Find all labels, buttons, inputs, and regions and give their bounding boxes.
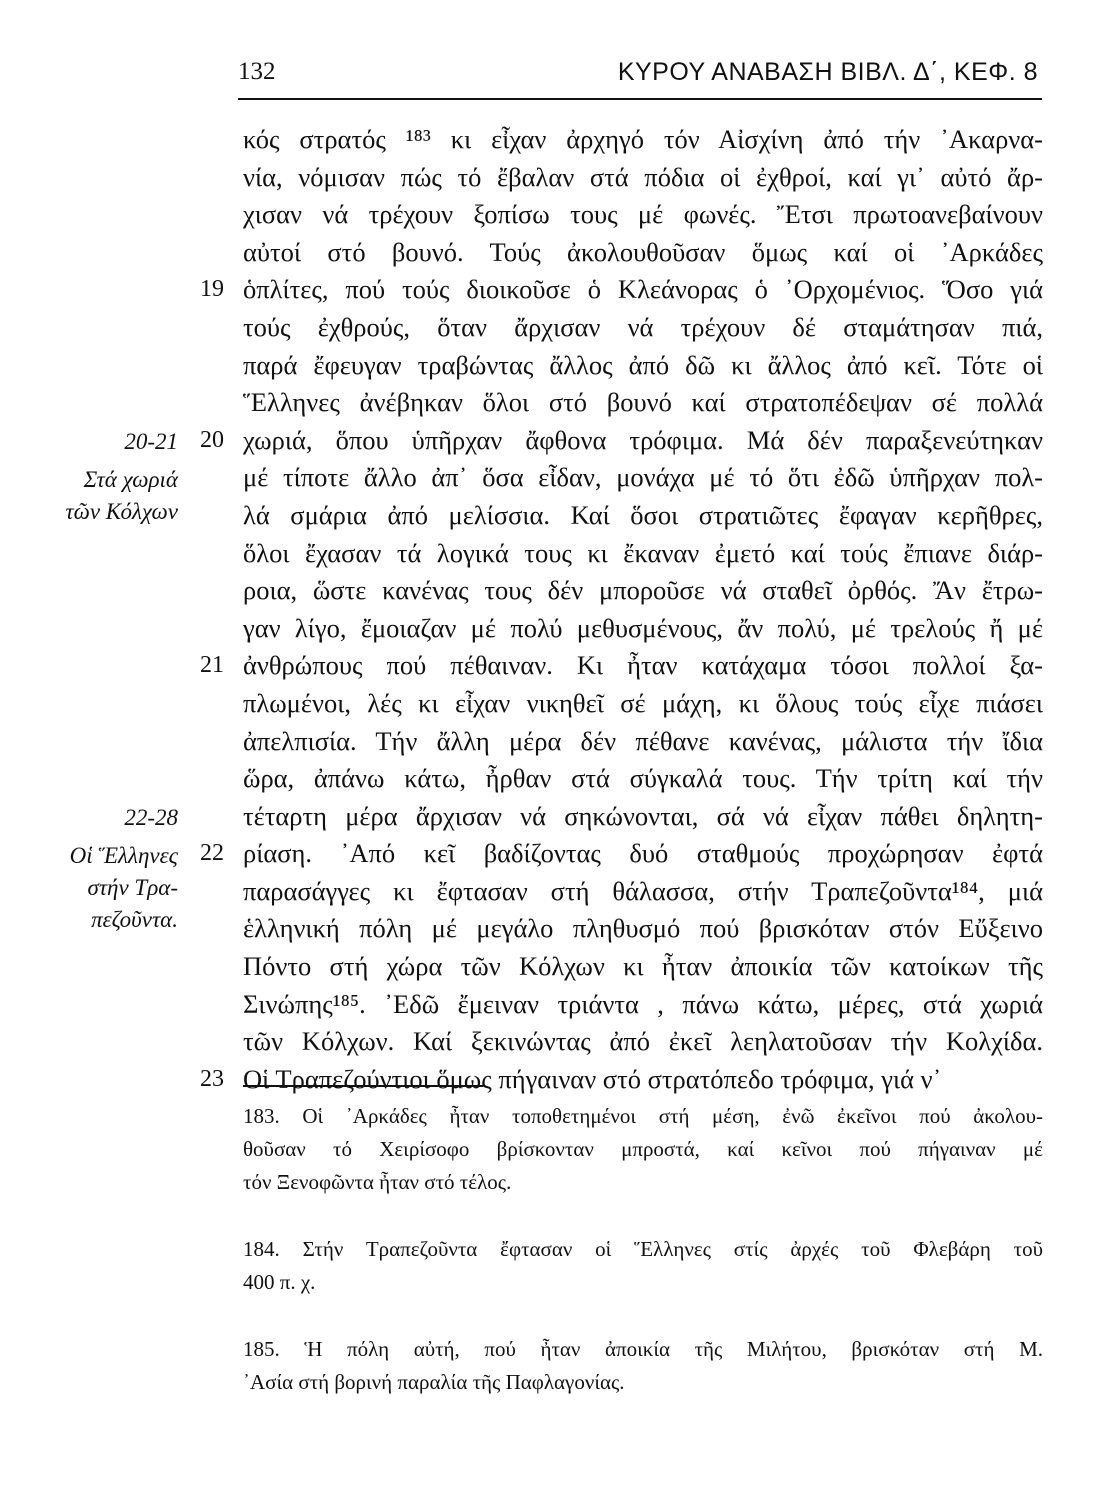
margin-note-title-line: τῶν Κόλχων	[65, 498, 178, 524]
body-line: ἑλληνική πόλη μέ μεγάλο πληθυσμό πού βρισκόταν στόν Εὔξεινο	[243, 913, 1043, 944]
footnote	[243, 1100, 1043, 1199]
body-line: χωριά, ὅπου ὑπῆρχαν ἄφθονα τρόφιμα. Μά δέν παραξενεύτηκαν	[243, 424, 1043, 455]
body-line: νία, νόμισαν πώς τό ἔβαλαν στά πόδια οἱ ἐχθροί, καί γι᾿ αὐτό ἄρ-	[243, 161, 1043, 192]
line-number: 23	[200, 1066, 224, 1092]
running-header-title: ΚΥΡΟΥ ΑΝΑΒΑΣΗ ΒΙΒΛ. Δ΄, ΚΕΦ. 8	[617, 58, 1038, 86]
line-number: 22	[200, 840, 224, 867]
page-number: 132	[238, 58, 276, 85]
body-line: ὥρα, ἀπάνω κάτω, ἦρθαν στά σύγκαλά τους. Τήν τρίτη καί τήν	[243, 763, 1043, 794]
body-line: Ἕλληνες ἀνέβηκαν ὅλοι στό βουνό καί στρατοπέδεψαν σέ πολλά	[243, 387, 1043, 418]
margin-note-range: 20-21	[124, 428, 178, 454]
footnote-line: 400 π. χ.	[243, 1270, 316, 1294]
body-line: ροια, ὥστε κανένας τους δέν μποροῦσε νά σταθεῖ ὀρθός. Ἄν ἔτρω-	[243, 575, 1043, 606]
body-line: αὐτοί στό βουνό. Τούς ἀκολουθοῦσαν ὅμως καί οἱ ᾿Αρκάδες	[243, 236, 1043, 267]
footnote-line: 184. Στήν Τραπεζοῦντα ἔφτασαν οἱ Ἕλληνες στίς ἀρχές τοῦ Φλεβάρη τοῦ	[243, 1237, 1043, 1261]
body-line: μέ τίποτε ἄλλο ἀπ᾿ ὅσα εἶδαν, μονάχα μέ τό ὅτι ἐδῶ ὑπῆρχαν πολ-	[243, 462, 1043, 493]
footnote-line: 185. Ἡ πόλη αὐτή, πού ἦταν ἀποικία τῆς Μιλήτου, βρισκόταν στή Μ.	[243, 1337, 1043, 1361]
body-line: πλωμένοι, λές κι εἶχαν νικηθεῖ σέ μάχη, κι ὅλους τούς εἶχε πιάσει	[243, 687, 1043, 718]
body-line: ἀπελπισία. Τήν ἄλλη μέρα δέν πέθανε κανένας, μάλιστα τήν ἴδια	[243, 725, 1043, 756]
body-line: ρίαση. ᾿Από κεῖ βαδίζοντας δυό σταθμούς προχώρησαν ἐφτά	[243, 838, 1043, 869]
body-line: ἀνθρώπους πού πέθαιναν. Κι ἦταν κατάχαμα τόσοι πολλοί ξα-	[243, 650, 1043, 681]
margin-note	[20, 426, 178, 528]
body-line: γαν λίγο, ἔμοιαζαν μέ πολύ μεθυσμένους, ἄν πολύ, μέ τρελούς ἤ μέ	[243, 612, 1043, 643]
footnote	[243, 1333, 1043, 1399]
line-number: 21	[200, 652, 224, 679]
footnote-line: 183. Οἱ ᾿Αρκάδες ἦταν τοποθετημένοι στή μέση, ἐνῶ ἐκεῖνοι πού ἀκολου-	[243, 1104, 1043, 1128]
body-line: χισαν νά τρέχουν ξοπίσω τους μέ φωνές. Ἔτσι πρωτοανεβαίνουν	[243, 199, 1043, 230]
body-line: παρά ἔφευγαν τραβώντας ἄλλος ἀπό δῶ κι ἄλλος ἀπό κεῖ. Τότε οἱ	[243, 349, 1043, 380]
footnote	[243, 1233, 1043, 1299]
body-line: τῶν Κόλχων. Καί ξεκινώντας ἀπό ἐκεῖ λεηλατοῦσαν τήν Κολχίδα.	[243, 1026, 1043, 1057]
body-line: ὅλοι ἔχασαν τά λογικά τους κι ἔκαναν ἐμετό καί τούς ἔπιανε διάρ-	[243, 537, 1043, 568]
footnote-line: θοῦσαν τό Χειρίσοφο βρίσκονταν μπροστά, καί κεῖνοι πού πήγαιναν μέ	[243, 1137, 1043, 1161]
footnotes	[243, 1100, 1043, 1433]
margin-note-title-line: Στά χωριά	[83, 466, 178, 492]
margin-note-title-line: πεζοῦντα.	[91, 906, 178, 932]
header-rule	[238, 98, 1042, 100]
line-number: 19	[200, 276, 224, 303]
body-line: Οἱ Τραπεζούντιοι ὅμως πήγαιναν στό στρατόπεδο τρόφιμα, γιά ν᾿	[243, 1063, 942, 1094]
margin-note-title-line: στήν Τρα-	[87, 874, 178, 900]
body-line: παρασάγγες κι ἔφτασαν στή θάλασσα, στήν Τραπεζοῦντα¹⁸⁴, μιά	[243, 875, 1043, 906]
margin-note-title-line: Οἱ Ἕλληνες	[69, 842, 178, 868]
body-text	[243, 121, 1043, 1098]
margin-note	[20, 802, 178, 936]
body-line: ὁπλίτες, πού τούς διοικοῦσε ὁ Κλεάνορας ὁ ᾿Ορχομένιος. Ὅσο γιά	[243, 274, 1043, 305]
body-line: τέταρτη μέρα ἄρχισαν νά σηκώνονται, σά νά εἶχαν πάθει δηλητη-	[243, 800, 1043, 831]
body-line: Σινώπης¹⁸⁵. ᾿Εδῶ ἔμειναν τριάντα , πάνω κάτω, μέρες, στά χωριά	[243, 988, 1043, 1019]
line-number: 20	[200, 426, 224, 453]
body-line: Πόντο στή χώρα τῶν Κόλχων κι ἦταν ἀποικία τῶν κατοίκων τῆς	[243, 951, 1043, 982]
body-line: τούς ἐχθρούς, ὅταν ἄρχισαν νά τρέχουν δέ σταμάτησαν πιά,	[243, 311, 1043, 342]
margin-note-range: 22-28	[124, 804, 178, 830]
footnote-rule	[243, 1085, 483, 1087]
body-line: λά σμάρια ἀπό μελίσσια. Καί ὅσοι στρατιῶτες ἔφαγαν κερῆθρες,	[243, 499, 1043, 530]
body-line: κός στρατός ¹⁸³ κι εἶχαν ἀρχηγό τόν Αἰσχίνη ἀπό τήν ᾿Ακαρνα-	[243, 124, 1043, 154]
footnote-line: ᾿Ασία στή βορινή παραλία τῆς Παφλαγονίας.	[243, 1370, 625, 1394]
footnote-line: τόν Ξενοφῶντα ἦταν στό τέλος.	[243, 1170, 512, 1194]
